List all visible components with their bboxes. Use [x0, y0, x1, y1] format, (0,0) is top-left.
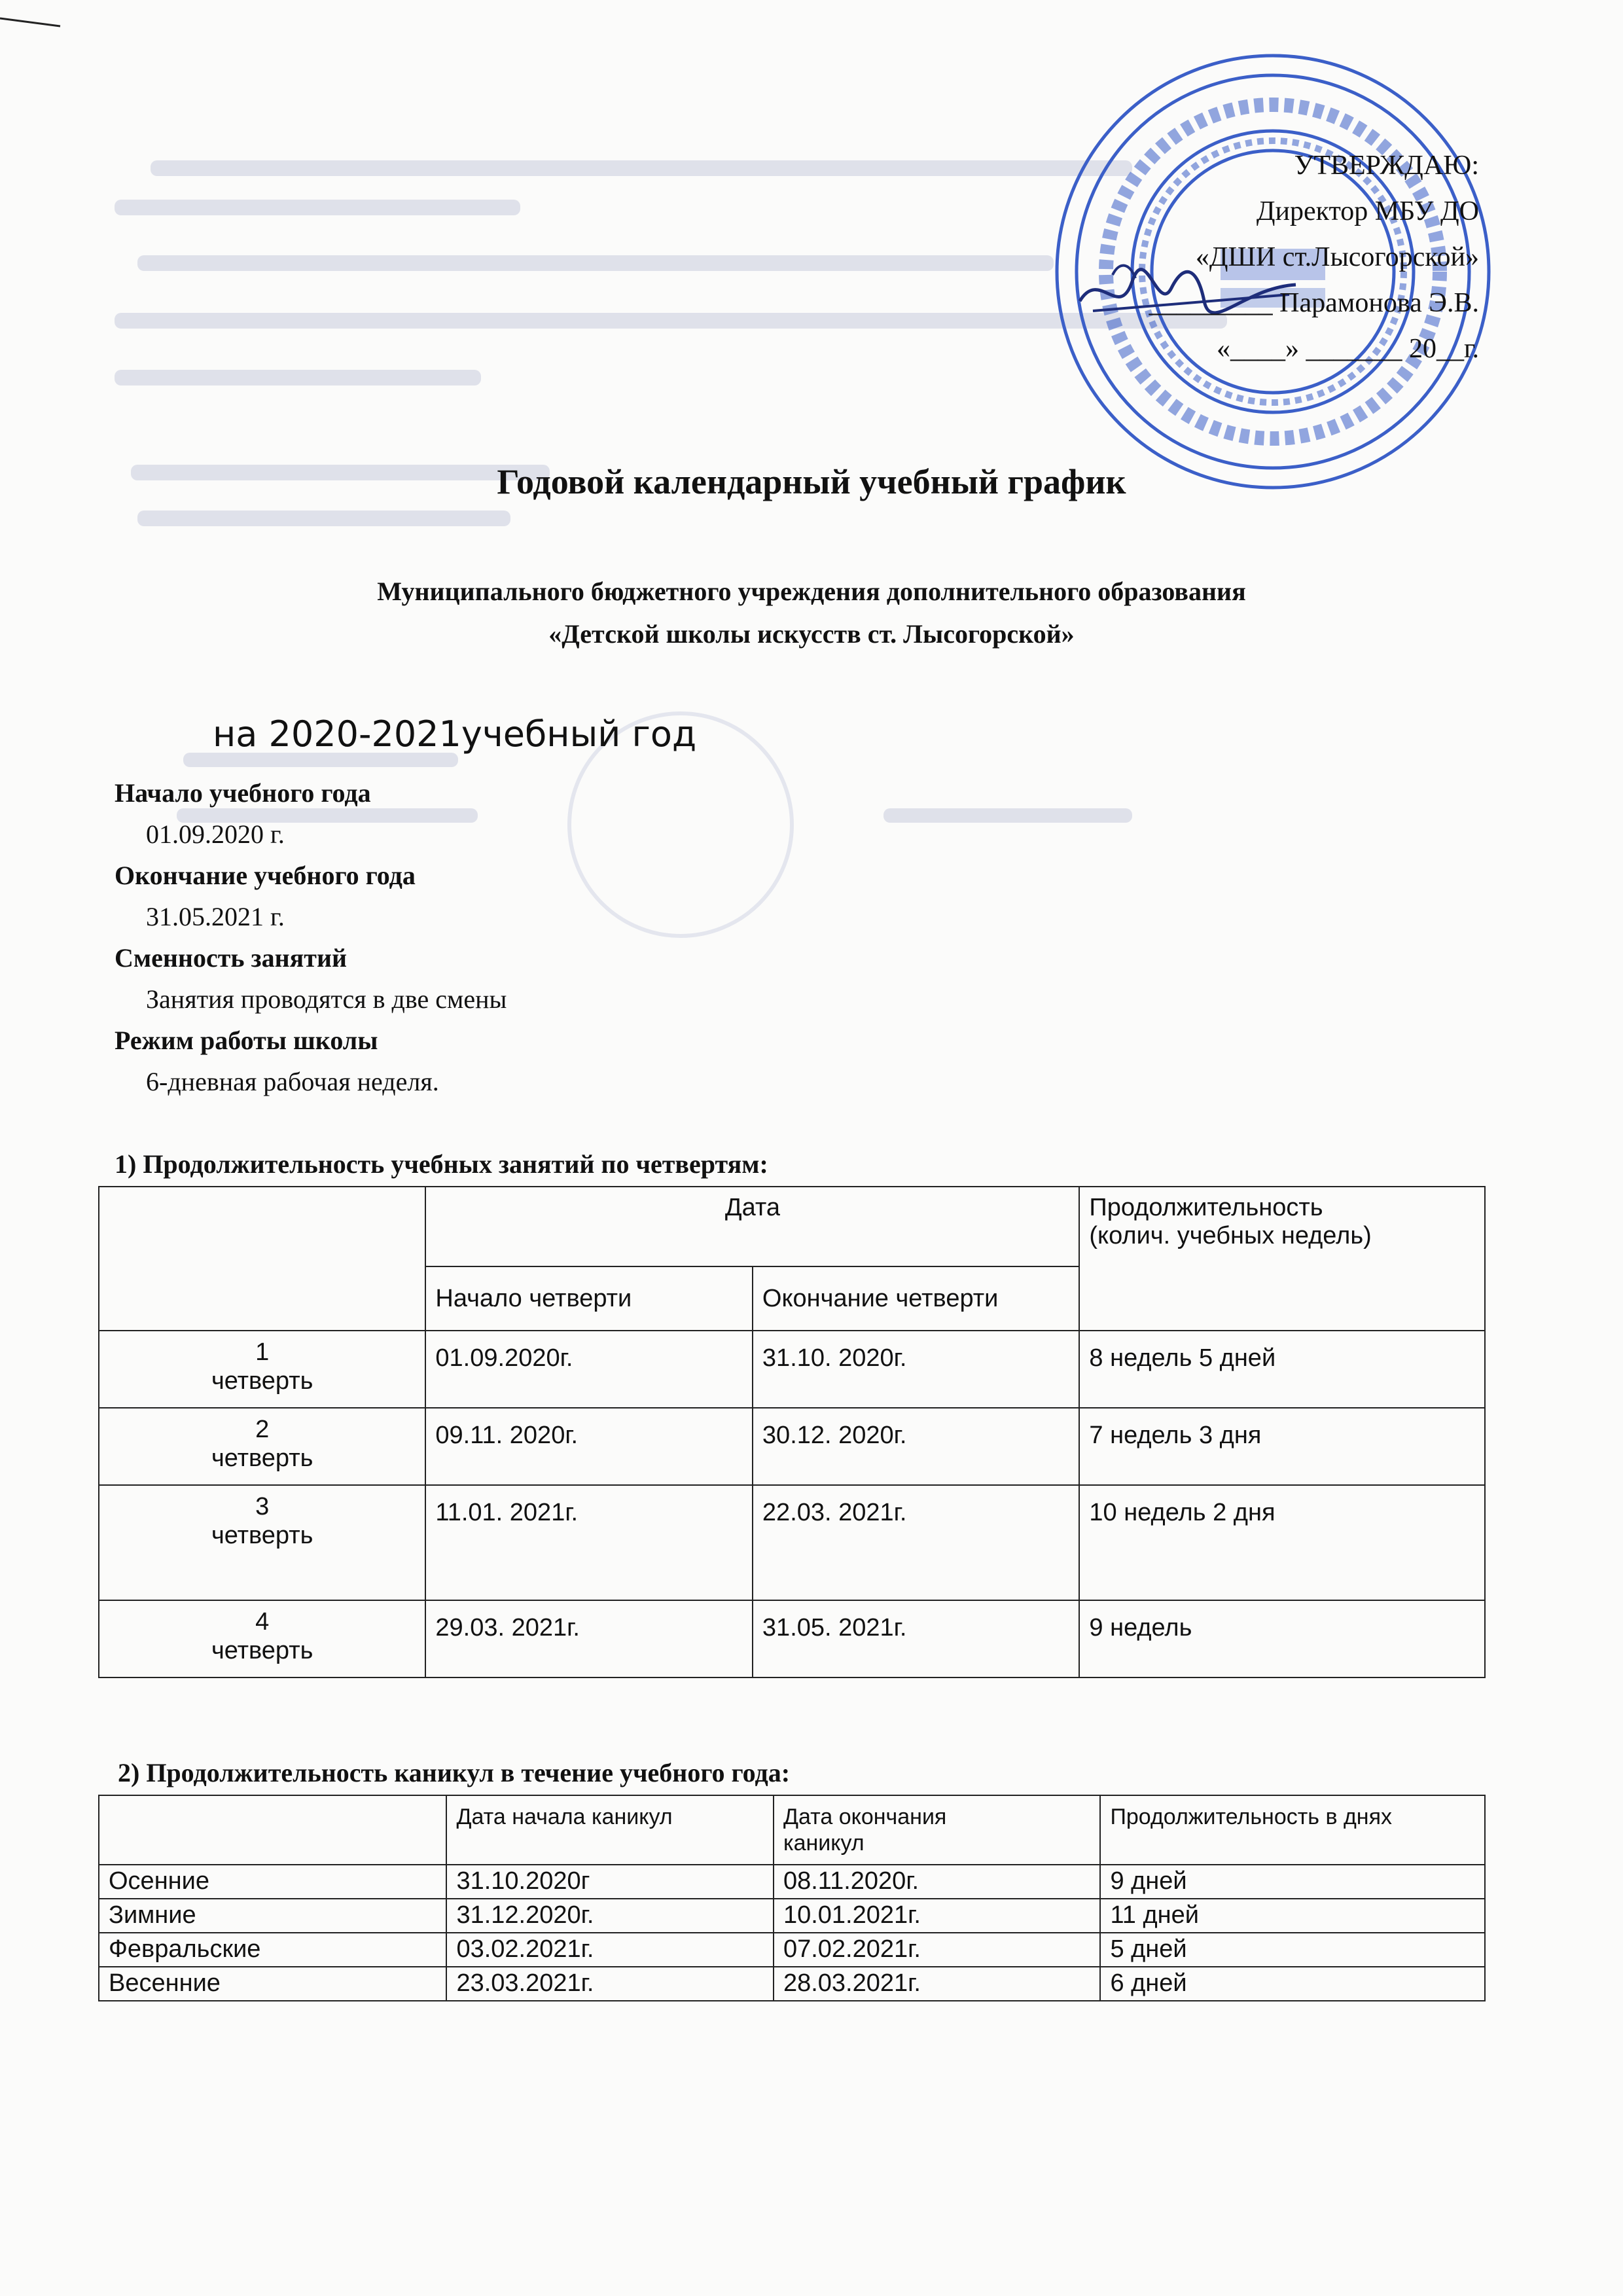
quarter-label: 1 четверть: [99, 1331, 425, 1408]
holidays-header-duration: Продолжительность в днях: [1100, 1795, 1485, 1865]
quarters-header-date: Дата: [425, 1187, 1079, 1266]
quarter-start: 11.01. 2021г.: [425, 1485, 753, 1600]
info-label-start: Начало учебного года: [115, 778, 371, 808]
info-value-start: 01.09.2020 г.: [146, 819, 285, 849]
info-label-mode: Режим работы школы: [115, 1026, 378, 1055]
quarter-duration: 9 недель: [1079, 1600, 1485, 1677]
holiday-duration: 5 дней: [1100, 1933, 1485, 1967]
holiday-name: Зимние: [99, 1899, 446, 1933]
holiday-end: 28.03.2021г.: [774, 1967, 1100, 2001]
info-value-mode: 6-дневная рабочая неделя.: [146, 1067, 439, 1096]
quarters-header-duration: [1079, 1187, 1485, 1331]
approval-line-1: УТВЕРЖДАЮ:: [1294, 151, 1479, 181]
table-row: [99, 1600, 1485, 1677]
quarter-start: 01.09.2020г.: [425, 1331, 753, 1408]
quarter-end: 30.12. 2020г.: [753, 1408, 1079, 1485]
holiday-name: Весенние: [99, 1967, 446, 2001]
holiday-duration: 11 дней: [1100, 1899, 1485, 1933]
holidays-header-end-line-2: каникул: [783, 1831, 865, 1856]
approval-line-4: _________ Парамонова Э.В.: [1149, 288, 1479, 318]
quarter-label: 4 четверть: [99, 1600, 425, 1677]
info-value-shifts: Занятия проводятся в две смены: [146, 984, 507, 1014]
quarter-duration: 8 недель 5 дней: [1079, 1331, 1485, 1408]
document-title: Годовой календарный учебный график: [497, 462, 1126, 501]
academic-year: на 2020-2021учебный год: [213, 713, 697, 755]
quarters-header-duration-line-2: (колич. учебных недель): [1089, 1222, 1372, 1249]
quarter-end: 31.10. 2020г.: [753, 1331, 1079, 1408]
approval-block: [1060, 143, 1479, 372]
table-row: [99, 1933, 1485, 1967]
table-row: [99, 1408, 1485, 1485]
approval-line-2: Директор МБУ ДО: [1256, 196, 1479, 226]
org-name-line-2: «Детской школы искусств ст. Лысогорской»: [548, 619, 1075, 649]
holidays-header-end-line-1: Дата окончания: [783, 1804, 947, 1829]
info-label-end: Окончание учебного года: [115, 861, 416, 890]
approval-line-5: «____» _______ 20__г.: [1217, 334, 1479, 364]
quarter-duration: 7 недель 3 дня: [1079, 1408, 1485, 1485]
holiday-end: 08.11.2020г.: [774, 1865, 1100, 1899]
quarter-start: 29.03. 2021г.: [425, 1600, 753, 1677]
holiday-start: 31.10.2020г: [446, 1865, 773, 1899]
quarters-table: [98, 1186, 1486, 1678]
holidays-table: [98, 1795, 1486, 2001]
holiday-start: 31.12.2020г.: [446, 1899, 773, 1933]
org-name-line-1: Муниципального бюджетного учреждения дополнительного образования: [377, 577, 1246, 606]
quarters-header-start: Начало четверти: [425, 1266, 753, 1331]
quarters-header-duration-line-1: Продолжительность: [1089, 1194, 1323, 1221]
quarter-label: 3 четверть: [99, 1485, 425, 1600]
approval-line-3: «ДШИ ст.Лысогорской»: [1195, 242, 1479, 272]
quarter-start: 09.11. 2020г.: [425, 1408, 753, 1485]
quarters-section-title: 1) Продолжительность учебных занятий по четвертям:: [115, 1149, 768, 1179]
quarter-duration: 10 недель 2 дня: [1079, 1485, 1485, 1600]
quarters-header-empty: [99, 1187, 425, 1331]
holiday-duration: 9 дней: [1100, 1865, 1485, 1899]
quarter-label: 2 четверть: [99, 1408, 425, 1485]
holiday-duration: 6 дней: [1100, 1967, 1485, 2001]
holidays-header-empty: [99, 1795, 446, 1865]
holiday-name: Осенние: [99, 1865, 446, 1899]
quarter-end: 31.05. 2021г.: [753, 1600, 1079, 1677]
holiday-name: Февральские: [99, 1933, 446, 1967]
quarters-header-end: Окончание четверти: [753, 1266, 1079, 1331]
quarter-end: 22.03. 2021г.: [753, 1485, 1079, 1600]
info-label-shifts: Сменность занятий: [115, 943, 348, 973]
table-row: [99, 1485, 1485, 1600]
general-info: [115, 772, 507, 1102]
table-row: [99, 1331, 1485, 1408]
holiday-start: 03.02.2021г.: [446, 1933, 773, 1967]
table-row: [99, 1967, 1485, 2001]
holidays-header-end: [774, 1795, 1100, 1865]
holidays-section-title: 2) Продолжительность каникул в течение учебного года:: [118, 1758, 791, 1787]
holiday-start: 23.03.2021г.: [446, 1967, 773, 2001]
holiday-end: 07.02.2021г.: [774, 1933, 1100, 1967]
info-value-end: 31.05.2021 г.: [146, 902, 285, 931]
holiday-end: 10.01.2021г.: [774, 1899, 1100, 1933]
holidays-header-start: Дата начала каникул: [446, 1795, 773, 1865]
table-row: [99, 1899, 1485, 1933]
table-row: [99, 1865, 1485, 1899]
